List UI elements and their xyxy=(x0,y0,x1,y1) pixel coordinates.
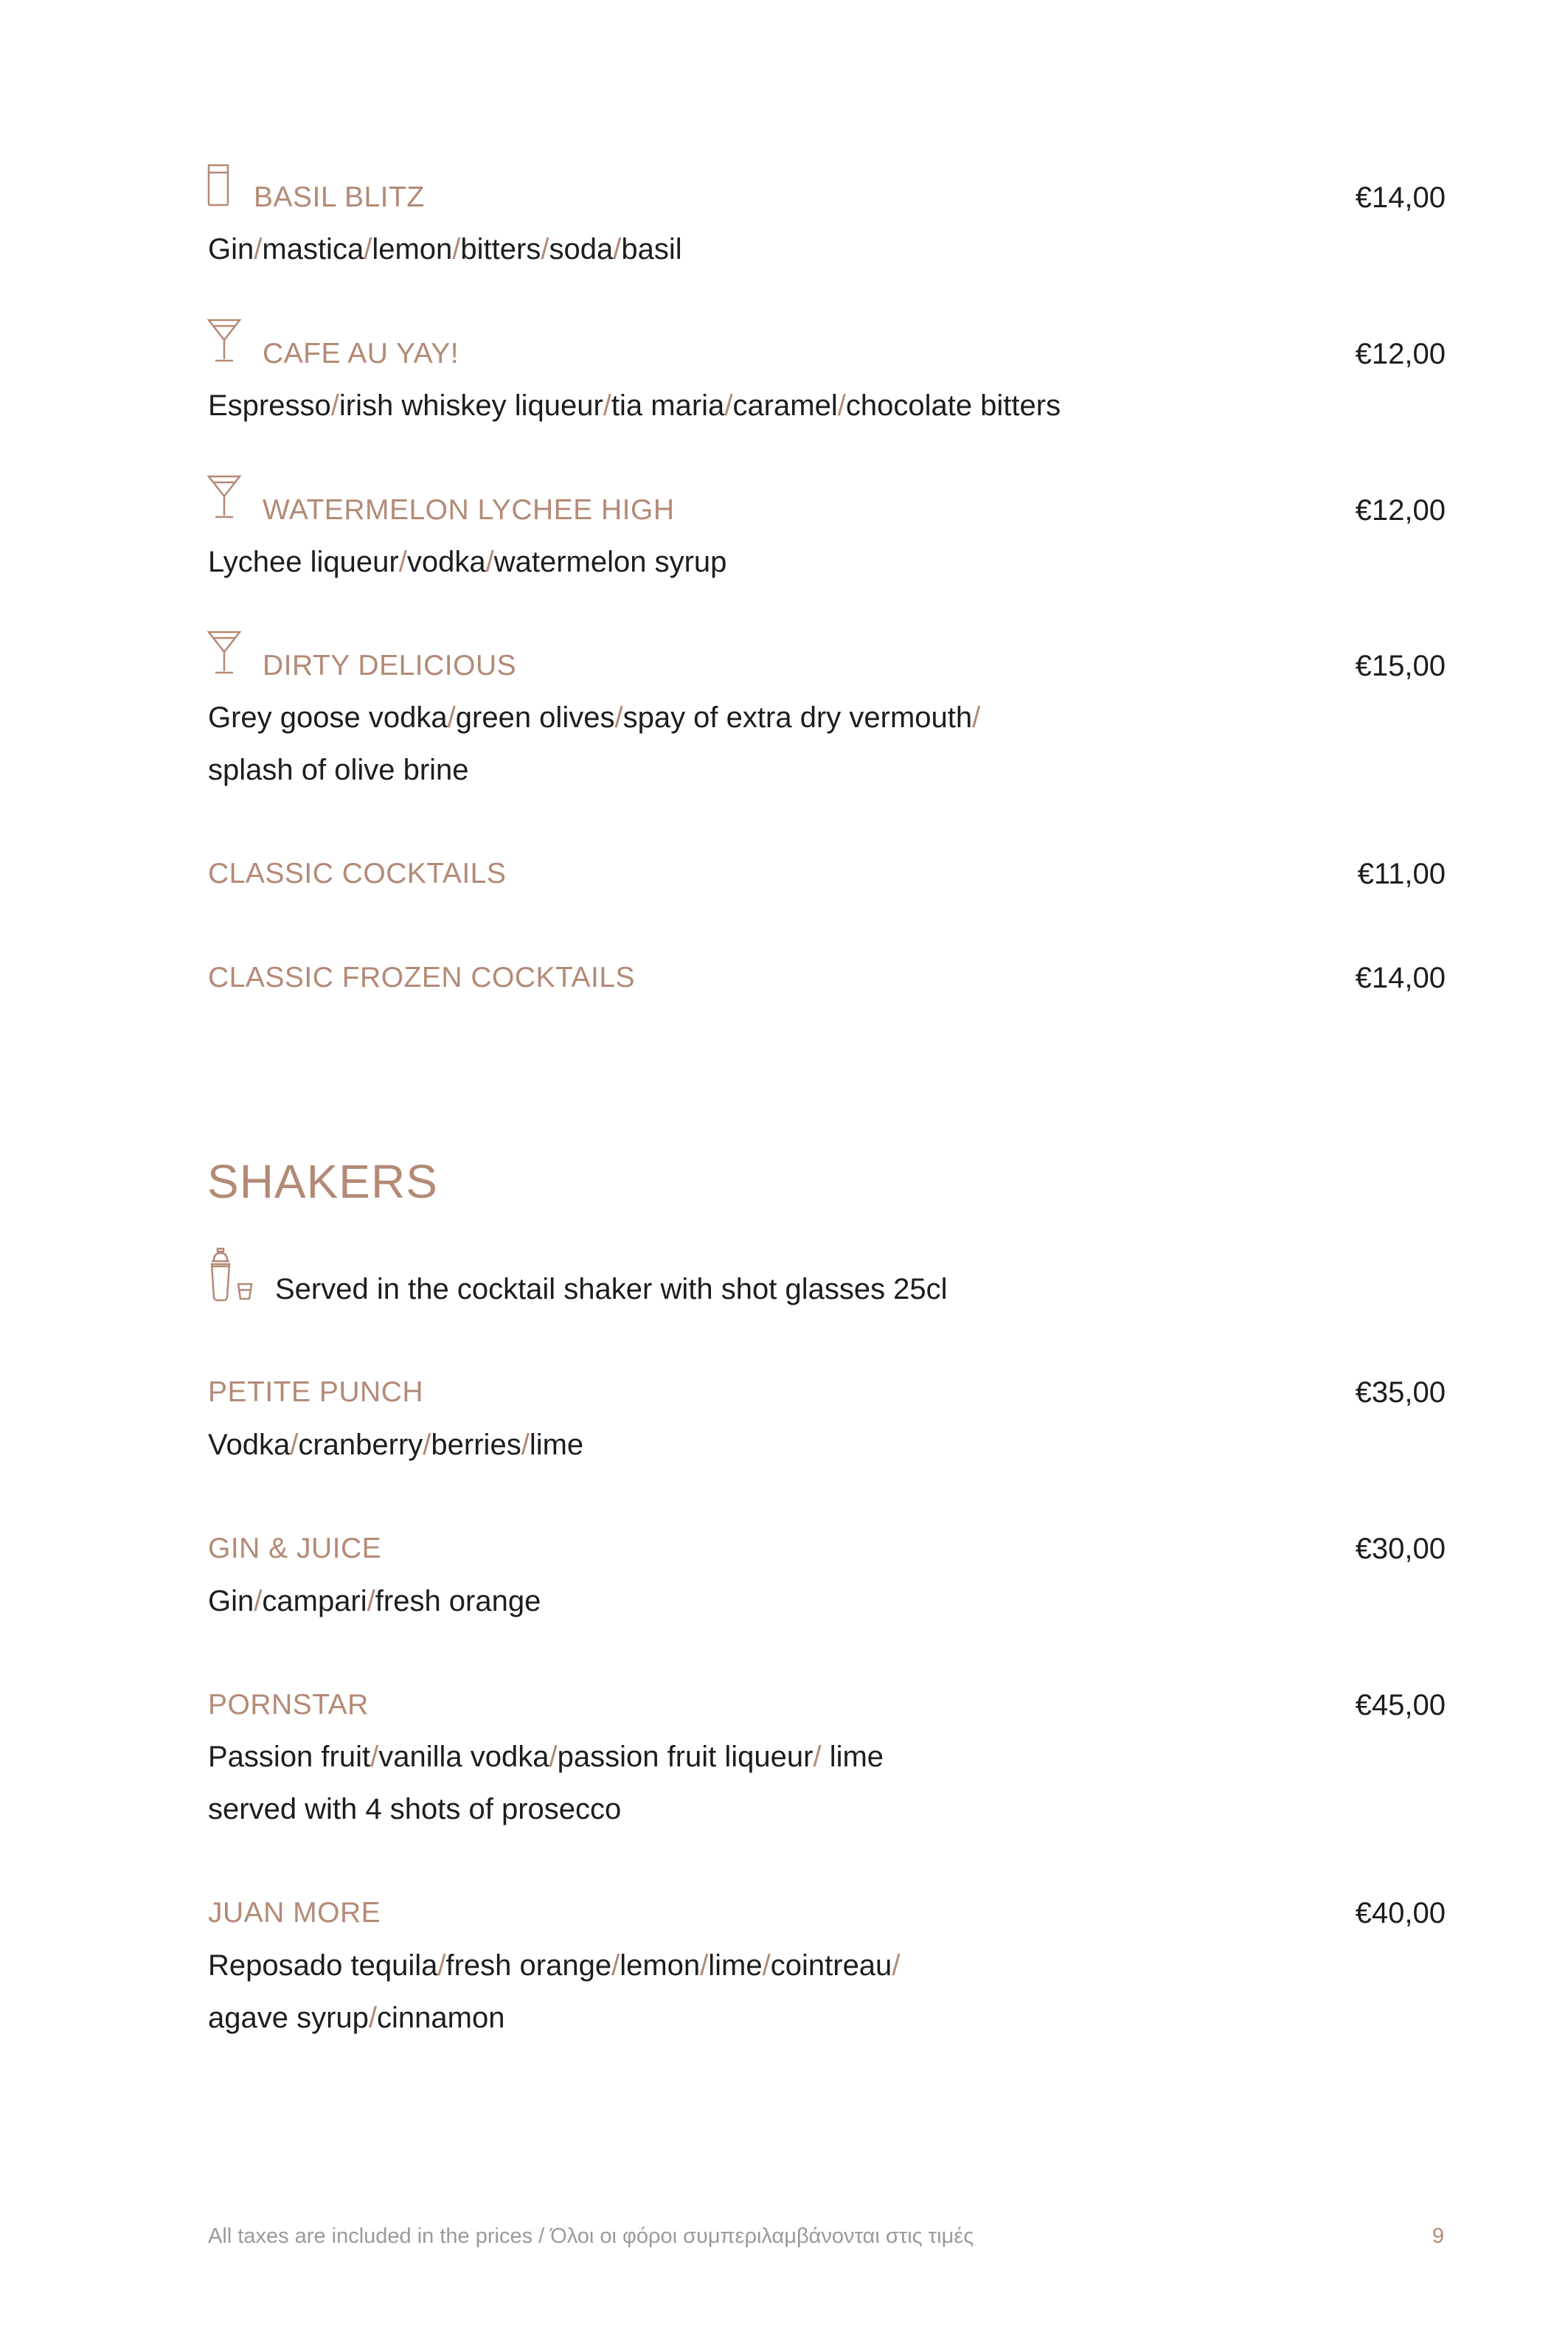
ingredient: cointreau xyxy=(770,1949,892,1982)
ingredient-separator: / xyxy=(892,1949,901,1982)
ingredient-separator: / xyxy=(521,1429,530,1461)
cocktail-price: €15,00 xyxy=(1355,650,1446,682)
ingredient-separator: / xyxy=(972,701,981,734)
ingredient-separator: / xyxy=(724,389,733,422)
cocktail-name: CAFE AU YAY! xyxy=(263,338,459,370)
ingredient-separator: / xyxy=(368,2002,378,2034)
ingredient: cranberry xyxy=(298,1429,423,1461)
ingredient: Gin xyxy=(208,233,254,266)
cocktail-name: BASIL BLITZ xyxy=(254,181,425,213)
ingredient-separator: / xyxy=(447,701,456,734)
ingredient: lemon xyxy=(372,233,453,266)
shaker-name: PORNSTAR xyxy=(208,1689,369,1721)
shaker-name: GIN & JUICE xyxy=(208,1533,382,1564)
ingredient: cinnamon xyxy=(377,2002,505,2034)
classic-frozen-cocktails-label: CLASSIC FROZEN COCKTAILS xyxy=(208,962,636,993)
ingredient-separator: / xyxy=(452,233,461,266)
ingredient: mastica xyxy=(262,233,364,266)
cocktail-name: DIRTY DELICIOUS xyxy=(263,650,517,681)
shakers-serving-note: Served in the cocktail shaker with shot glasses 25cl xyxy=(275,1273,948,1305)
ingredient: lemon xyxy=(620,1949,701,1982)
cocktail-description xyxy=(208,391,1061,420)
shaker-description xyxy=(208,1742,884,1772)
ingredient-separator: / xyxy=(613,233,622,266)
ingredient-separator: / xyxy=(423,1429,431,1461)
ingredient-separator: / xyxy=(398,546,407,578)
ingredient-separator: / xyxy=(290,1429,299,1461)
ingredient: vanilla vodka xyxy=(378,1741,549,1773)
highball-glass-icon xyxy=(207,164,229,207)
ingredient-separator: / xyxy=(837,389,846,422)
ingredient-separator: / xyxy=(254,1585,263,1617)
classic-cocktails-label: CLASSIC COCKTAILS xyxy=(208,858,507,889)
ingredient: basil xyxy=(621,233,682,266)
ingredient-separator: / xyxy=(367,1585,375,1617)
page-number: 9 xyxy=(1432,2224,1444,2248)
ingredient-separator: / xyxy=(614,701,623,734)
shaker-price: €35,00 xyxy=(1355,1376,1446,1409)
shaker-name: PETITE PUNCH xyxy=(208,1376,424,1408)
cocktail-description xyxy=(208,703,980,732)
ingredient-separator: / xyxy=(813,1741,822,1773)
cocktail-price: €14,00 xyxy=(1355,181,1446,214)
shaker-price: €30,00 xyxy=(1355,1533,1446,1565)
ingredient: campari xyxy=(262,1585,367,1617)
ingredient-separator: / xyxy=(762,1949,771,1982)
ingredient: Espresso xyxy=(208,389,331,422)
ingredient: spay of extra dry vermouth xyxy=(622,701,973,734)
martini-glass-icon xyxy=(207,474,241,520)
shaker-description xyxy=(208,1951,900,1980)
ingredient: vodka xyxy=(406,546,486,578)
ingredient: bitters xyxy=(460,233,541,266)
classic-cocktails-price: €11,00 xyxy=(1357,858,1446,890)
ingredient: Vodka xyxy=(208,1429,291,1461)
ingredient: served with 4 shots of prosecco xyxy=(208,1793,622,1825)
ingredient: chocolate bitters xyxy=(845,389,1061,422)
shaker-description xyxy=(208,2003,504,2033)
ingredient: irish whiskey liqueur xyxy=(339,389,603,422)
cocktail-description xyxy=(208,755,469,785)
cocktail-price: €12,00 xyxy=(1355,338,1446,370)
cocktail-name: WATERMELON LYCHEE HIGH xyxy=(263,494,675,526)
footer-taxes-note: All taxes are included in the prices / Όλοι οι φόροι συμπεριλαμβάνονται στις τιμές xyxy=(208,2224,974,2248)
ingredient-separator: / xyxy=(330,389,339,422)
ingredient: lime xyxy=(529,1429,584,1461)
ingredient: soda xyxy=(549,233,614,266)
ingredient: lime xyxy=(821,1741,884,1773)
ingredient-separator: / xyxy=(700,1949,709,1982)
ingredient-separator: / xyxy=(549,1741,558,1773)
cocktail-price: €12,00 xyxy=(1355,494,1446,527)
ingredient: Passion fruit xyxy=(208,1741,371,1773)
ingredient: Gin xyxy=(208,1585,254,1617)
section-title-shakers: SHAKERS xyxy=(207,1155,438,1208)
ingredient-separator: / xyxy=(254,233,263,266)
classic-frozen-cocktails-price: €14,00 xyxy=(1355,962,1446,994)
shaker-description xyxy=(208,1586,541,1616)
ingredient-separator: / xyxy=(485,546,494,578)
ingredient-separator: / xyxy=(541,233,549,266)
ingredient: tia maria xyxy=(611,389,725,422)
shaker-description xyxy=(208,1794,621,1824)
ingredient: fresh orange xyxy=(375,1585,541,1617)
cocktail-description xyxy=(208,547,726,577)
ingredient: lime xyxy=(708,1949,763,1982)
ingredient: splash of olive brine xyxy=(208,754,469,786)
ingredient: Grey goose vodka xyxy=(208,701,448,734)
cocktail-description xyxy=(208,235,682,264)
shaker-price: €40,00 xyxy=(1355,1897,1446,1929)
martini-glass-icon xyxy=(207,318,241,364)
shaker-name: JUAN MORE xyxy=(208,1897,381,1929)
ingredient: caramel xyxy=(732,389,838,422)
ingredient: green olives xyxy=(455,701,615,734)
ingredient: watermelon syrup xyxy=(493,546,727,578)
ingredient-separator: / xyxy=(603,389,611,422)
shaker-price: €45,00 xyxy=(1355,1689,1446,1721)
ingredient: Reposado tequila xyxy=(208,1949,438,1982)
cocktail-shaker-icon xyxy=(207,1247,254,1303)
ingredient: berries xyxy=(431,1429,521,1461)
shaker-description xyxy=(208,1430,583,1460)
ingredient-separator: / xyxy=(370,1741,379,1773)
ingredient-separator: / xyxy=(437,1949,446,1982)
martini-glass-icon xyxy=(207,630,241,676)
ingredient-separator: / xyxy=(611,1949,620,1982)
ingredient: agave syrup xyxy=(208,2002,369,2034)
ingredient-separator: / xyxy=(364,233,372,266)
ingredient: fresh orange xyxy=(445,1949,612,1982)
ingredient: passion fruit liqueur xyxy=(557,1741,814,1773)
ingredient: Lychee liqueur xyxy=(208,546,399,578)
